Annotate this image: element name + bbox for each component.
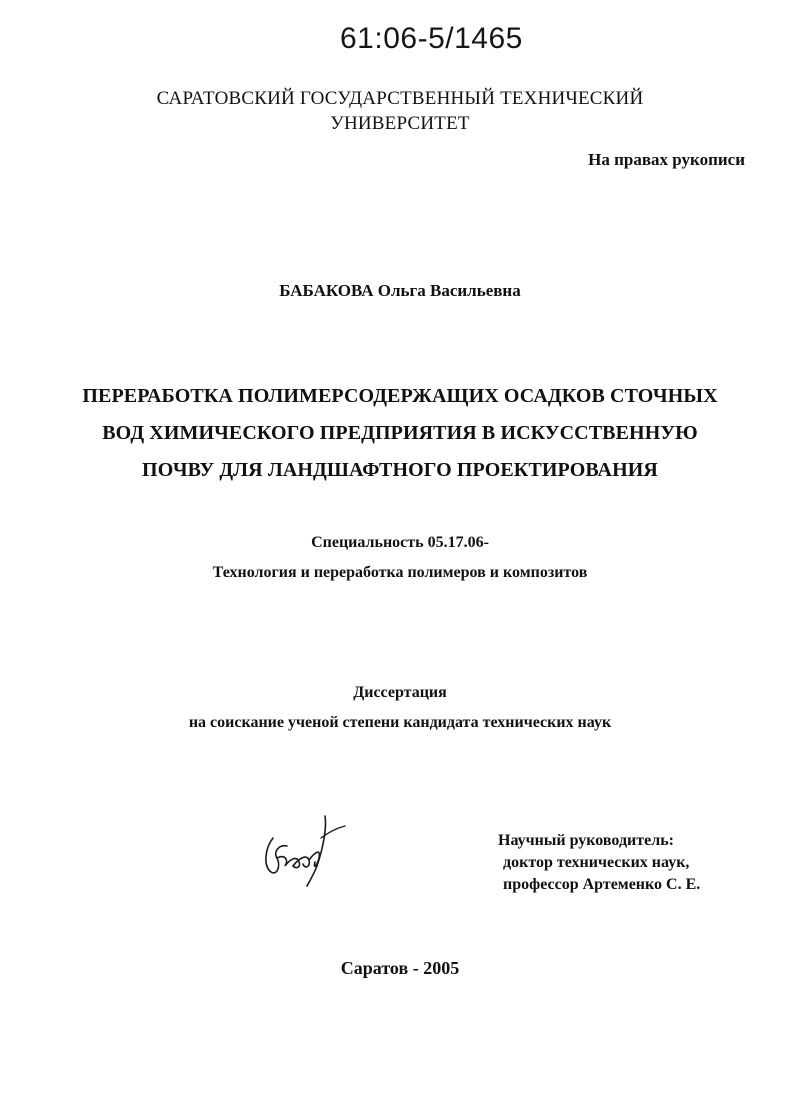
specialty-block bbox=[0, 528, 800, 588]
dissertation-title bbox=[0, 378, 800, 489]
university-line-2: УНИВЕРСИТЕТ bbox=[330, 113, 470, 134]
dissertation-type-block bbox=[0, 678, 800, 738]
title-line-3: ПОЧВУ ДЛЯ ЛАНДШАФТНОГО ПРОЕКТИРОВАНИЯ bbox=[142, 459, 658, 481]
university-line-1: САРАТОВСКИЙ ГОСУДАРСТВЕННЫЙ ТЕХНИЧЕСКИЙ bbox=[156, 88, 644, 109]
rights-note: На правах рукописи bbox=[588, 150, 745, 169]
catalog-number: 61:06-5/1465 bbox=[340, 22, 523, 55]
university-name bbox=[0, 86, 800, 136]
degree-line: на соискание ученой степени кандидата технических наук bbox=[188, 714, 612, 731]
supervisor-degree: доктор технических наук, bbox=[503, 854, 690, 871]
dissertation-label: Диссертация bbox=[353, 684, 447, 701]
title-line-1: ПЕРЕРАБОТКА ПОЛИМЕРСОДЕРЖАЩИХ ОСАДКОВ СТОЧНЫХ bbox=[82, 385, 718, 407]
specialty-name: Технология и переработка полимеров и композитов bbox=[212, 564, 588, 581]
signature-mark bbox=[255, 808, 350, 888]
supervisor-block bbox=[498, 830, 700, 896]
title-line-2: ВОД ХИМИЧЕСКОГО ПРЕДПРИЯТИЯ В ИСКУССТВЕННУЮ bbox=[102, 422, 698, 444]
author-name: БАБАКОВА Ольга Васильевна bbox=[279, 281, 521, 300]
specialty-code: Специальность 05.17.06- bbox=[311, 534, 489, 551]
city-year: Саратов - 2005 bbox=[340, 958, 460, 978]
supervisor-label: Научный руководитель: bbox=[498, 832, 674, 849]
supervisor-name: профессор Артеменко С. Е. bbox=[503, 876, 701, 893]
